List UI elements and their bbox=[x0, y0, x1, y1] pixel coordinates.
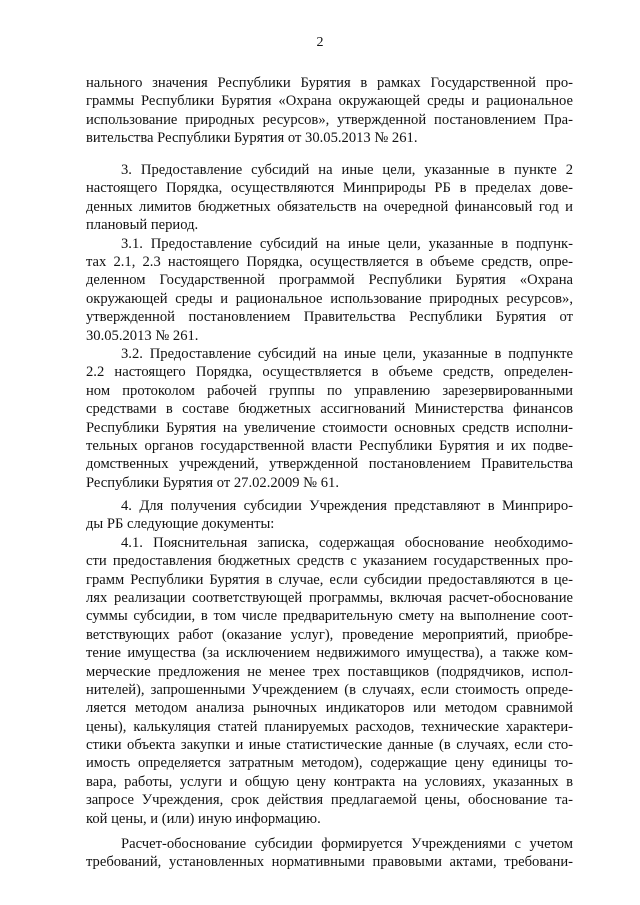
text-line: плановый период. bbox=[86, 217, 199, 234]
paragraph-continuation bbox=[86, 74, 573, 148]
text-line: средствами в составе бюджетных ассигнований Министерства финансов bbox=[86, 401, 573, 418]
text-line: использование природных ресурсов», утвержденной постановлением Пра- bbox=[86, 111, 573, 128]
page-number: 2 bbox=[316, 35, 324, 50]
text-line: суммы субсидии, в том числе предварительную смету на выполнение соот- bbox=[86, 608, 573, 625]
text-line: 4. Для получения субсидии Учреждения представляют в Минприро- bbox=[121, 498, 573, 514]
text-line: мерческие предложения не менее трех поставщиков (подрядчиков, испол- bbox=[86, 663, 573, 680]
text-line: нального значения Республики Бурятия в рамках Государственной про- bbox=[86, 75, 573, 91]
text-line: цены), калькуляция статей планируемых расходов, технические характери- bbox=[86, 718, 573, 735]
text-line: деленном Государственной программой Республики Бурятия «Охрана bbox=[86, 272, 573, 289]
text-line: 3.1. Предоставление субсидий на иные цели, указанные в подпунк- bbox=[121, 235, 573, 252]
text-line: грамм Республики Бурятия в случае, если субсидии предоставляются в це- bbox=[86, 571, 573, 588]
text-line: имость определяется затратным методом), содержащие цену единицы то- bbox=[86, 755, 573, 772]
text-line: окружающей среды и рациональное использование природных ресурсов», bbox=[86, 290, 573, 307]
text-line: Республики Бурятия на увеличение стоимости основных средств исполни- bbox=[86, 419, 573, 436]
paragraph-item-4-1 bbox=[86, 534, 573, 828]
text-line: 3. Предоставление субсидий на иные цели, указанные в пункте 2 bbox=[121, 162, 573, 178]
text-line: 4.1. Пояснительная записка, содержащая обоснование необходимо- bbox=[121, 534, 573, 551]
text-line: стики объекта закупки и иные статистические данные (в случаях, если сто- bbox=[86, 737, 573, 754]
paragraph-calculation bbox=[86, 835, 573, 872]
text-line: тение имущества (за исключением недвижимого имущества), а также ком- bbox=[86, 645, 573, 662]
text-line: тельных органов государственной власти Республики Бурятия и их подве- bbox=[86, 437, 573, 454]
text-line: вительства Республики Бурятия от 30.05.2013 № 261. bbox=[86, 130, 418, 147]
text-line: денных лимитов бюджетных обязательств на очередной финансовый год и bbox=[86, 198, 573, 215]
paragraph-item-3 bbox=[86, 161, 573, 235]
text-line: настоящего Порядка, осуществляются Минприроды РБ в пределах дове- bbox=[86, 180, 573, 197]
text-line: вара, работы, услуги и общую цену контракта на условиях, указанных в bbox=[86, 773, 573, 790]
text-line: 2.2 настоящего Порядка, осуществляется в объеме средств, определен- bbox=[86, 364, 573, 381]
text-line: Расчет-обоснование субсидии формируется Учреждениями с учетом bbox=[121, 836, 573, 852]
text-line: ном протоколом рабочей группы по управлению зарезервированными bbox=[86, 382, 573, 399]
text-line: домственных учреждений, утвержденной постановлением Правительства bbox=[86, 456, 573, 473]
text-line: нителей), запрошенными Учреждением (в случаях, если стоимость опреде- bbox=[86, 681, 573, 698]
text-line: требований, установленных нормативными правовыми актами, требовани- bbox=[86, 854, 573, 871]
text-line: кой цены, и (или) иную информацию. bbox=[86, 810, 321, 827]
text-line: Республики Бурятия от 27.02.2009 № 61. bbox=[86, 474, 339, 491]
text-line: утвержденной постановлением Правительства Республики Бурятия от bbox=[86, 309, 573, 326]
text-line: граммы Республики Бурятия «Охрана окружающей среды и рациональное bbox=[86, 93, 573, 110]
text-line: тах 2.1, 2.3 настоящего Порядка, осуществляется в объеме средств, опре- bbox=[86, 253, 573, 270]
paragraph-item-3-1 bbox=[86, 235, 573, 345]
text-line: 3.2. Предоставление субсидий на иные цели, указанные в подпункте bbox=[121, 346, 573, 362]
text-line: 30.05.2013 № 261. bbox=[86, 327, 199, 344]
text-line: сти предоставления бюджетных средств с указанием государственных про- bbox=[86, 553, 573, 570]
paragraph-item-4 bbox=[86, 497, 573, 534]
text-line: лях реализации соответствующей программы, включая расчет-обоснование bbox=[86, 589, 573, 606]
text-line: ляется методом анализа рыночных индикаторов или методом сравнимой bbox=[86, 700, 573, 717]
text-line: запросе Учреждения, срок действия предлагаемой цены, обоснование та- bbox=[86, 792, 573, 809]
text-line: ветствующих работ (оказание услуг), проведение мероприятий, приобре- bbox=[86, 626, 573, 643]
text-line: ды РБ следующие документы: bbox=[86, 516, 275, 533]
paragraph-item-3-2 bbox=[86, 345, 573, 492]
